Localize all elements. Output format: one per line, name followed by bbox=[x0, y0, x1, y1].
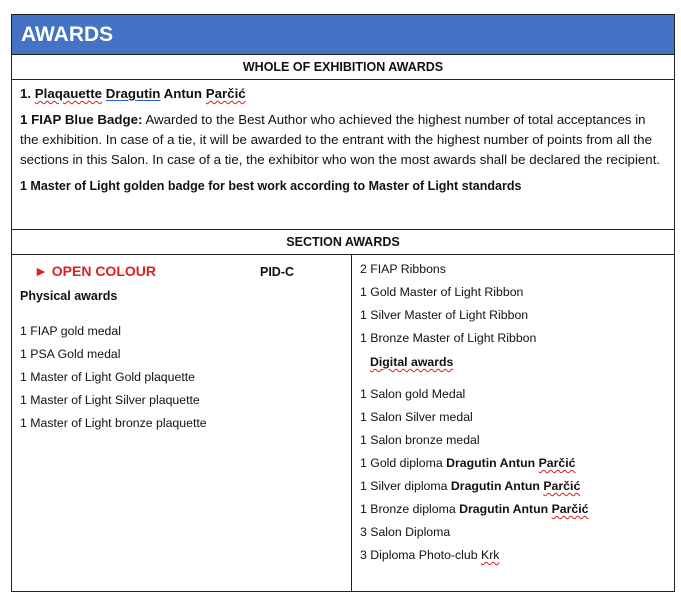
section-awards-heading: SECTION AWARDS bbox=[12, 230, 674, 255]
blue-badge-text: Awarded to the Best Author who achieved the highest number of total acceptances in the exhibition. In case of a tie, it will be awarded to the entrant with the highest number of points from all the sections in this Salon. In case of a tie, the exhibitor who won the most awards shall be declared the recipient. bbox=[20, 112, 661, 167]
digital-award-item: 1 Salon gold Medal bbox=[360, 387, 466, 401]
section-awards-table bbox=[12, 255, 674, 591]
awards-document bbox=[11, 14, 675, 592]
diploma-surname: Parčić bbox=[538, 456, 576, 470]
salon-diploma-item: 3 Salon Diploma bbox=[360, 525, 451, 539]
ribbon-item: 1 Gold Master of Light Ribbon bbox=[360, 285, 524, 299]
plaquette-line bbox=[20, 86, 666, 101]
title-bar bbox=[12, 15, 674, 55]
diploma-prefix: 1 Gold diploma bbox=[360, 456, 443, 470]
diploma-item bbox=[360, 499, 674, 522]
triangle-right-icon: ► bbox=[34, 263, 48, 279]
pid-code: PID-C bbox=[260, 265, 295, 279]
physical-awards-column bbox=[12, 255, 352, 591]
digital-award-item: 1 Salon Silver medal bbox=[360, 410, 473, 424]
page-title: AWARDS bbox=[21, 23, 114, 46]
plaquette-name-first: Dragutin bbox=[105, 86, 161, 101]
plaquette-name-last: Parčić bbox=[205, 86, 246, 101]
ribbon-item: 1 Bronze Master of Light Ribbon bbox=[360, 331, 537, 345]
master-of-light-badge: 1 Master of Light golden badge for best work according to Master of Light standards bbox=[20, 179, 522, 193]
diploma-honoree: Dragutin Antun bbox=[450, 479, 540, 493]
category-label: OPEN COLOUR bbox=[51, 263, 156, 279]
ribbon-item: 1 Silver Master of Light Ribbon bbox=[360, 308, 529, 322]
diploma-surname: Parčić bbox=[543, 479, 581, 493]
diploma-item bbox=[360, 476, 674, 499]
physical-award-item: 1 Master of Light Gold plaquette bbox=[20, 370, 195, 384]
blue-badge-label: 1 FIAP Blue Badge: bbox=[20, 112, 143, 127]
diploma-item bbox=[360, 453, 674, 476]
diploma-prefix: 1 Bronze diploma bbox=[360, 502, 456, 516]
ribbons-digital-column bbox=[352, 255, 674, 595]
plaquette-number: 1. bbox=[20, 86, 32, 101]
category-title bbox=[34, 263, 156, 279]
whole-exhibition-heading: WHOLE OF EXHIBITION AWARDS bbox=[12, 55, 674, 80]
plaquette-name-middle: Antun bbox=[163, 86, 203, 101]
category-row bbox=[20, 263, 351, 283]
club-name: Krk bbox=[481, 548, 500, 562]
physical-award-item: 1 Master of Light bronze plaquette bbox=[20, 416, 207, 430]
digital-awards-label bbox=[370, 355, 674, 375]
blue-badge-paragraph bbox=[20, 110, 666, 170]
club-diploma-item bbox=[360, 545, 674, 568]
diploma-prefix: 1 Silver diploma bbox=[360, 479, 448, 493]
diploma-surname: Parčić bbox=[551, 502, 589, 516]
ribbon-item: 2 FIAP Ribbons bbox=[360, 262, 446, 276]
physical-award-item: 1 FIAP gold medal bbox=[20, 324, 121, 338]
whole-exhibition-section bbox=[12, 80, 674, 230]
diploma-honoree: Dragutin Antun bbox=[459, 502, 549, 516]
digital-award-item: 1 Salon bronze medal bbox=[360, 433, 480, 447]
physical-awards-label: Physical awards bbox=[20, 289, 118, 303]
diploma-honoree: Dragutin Antun bbox=[446, 456, 536, 470]
physical-award-item: 1 PSA Gold medal bbox=[20, 347, 121, 361]
digital-awards-text: Digital awards bbox=[370, 355, 454, 369]
plaquette-word: Plaqauette bbox=[34, 86, 103, 101]
physical-award-item: 1 Master of Light Silver plaquette bbox=[20, 393, 200, 407]
club-diploma-prefix: 3 Diploma Photo-club bbox=[360, 548, 478, 562]
